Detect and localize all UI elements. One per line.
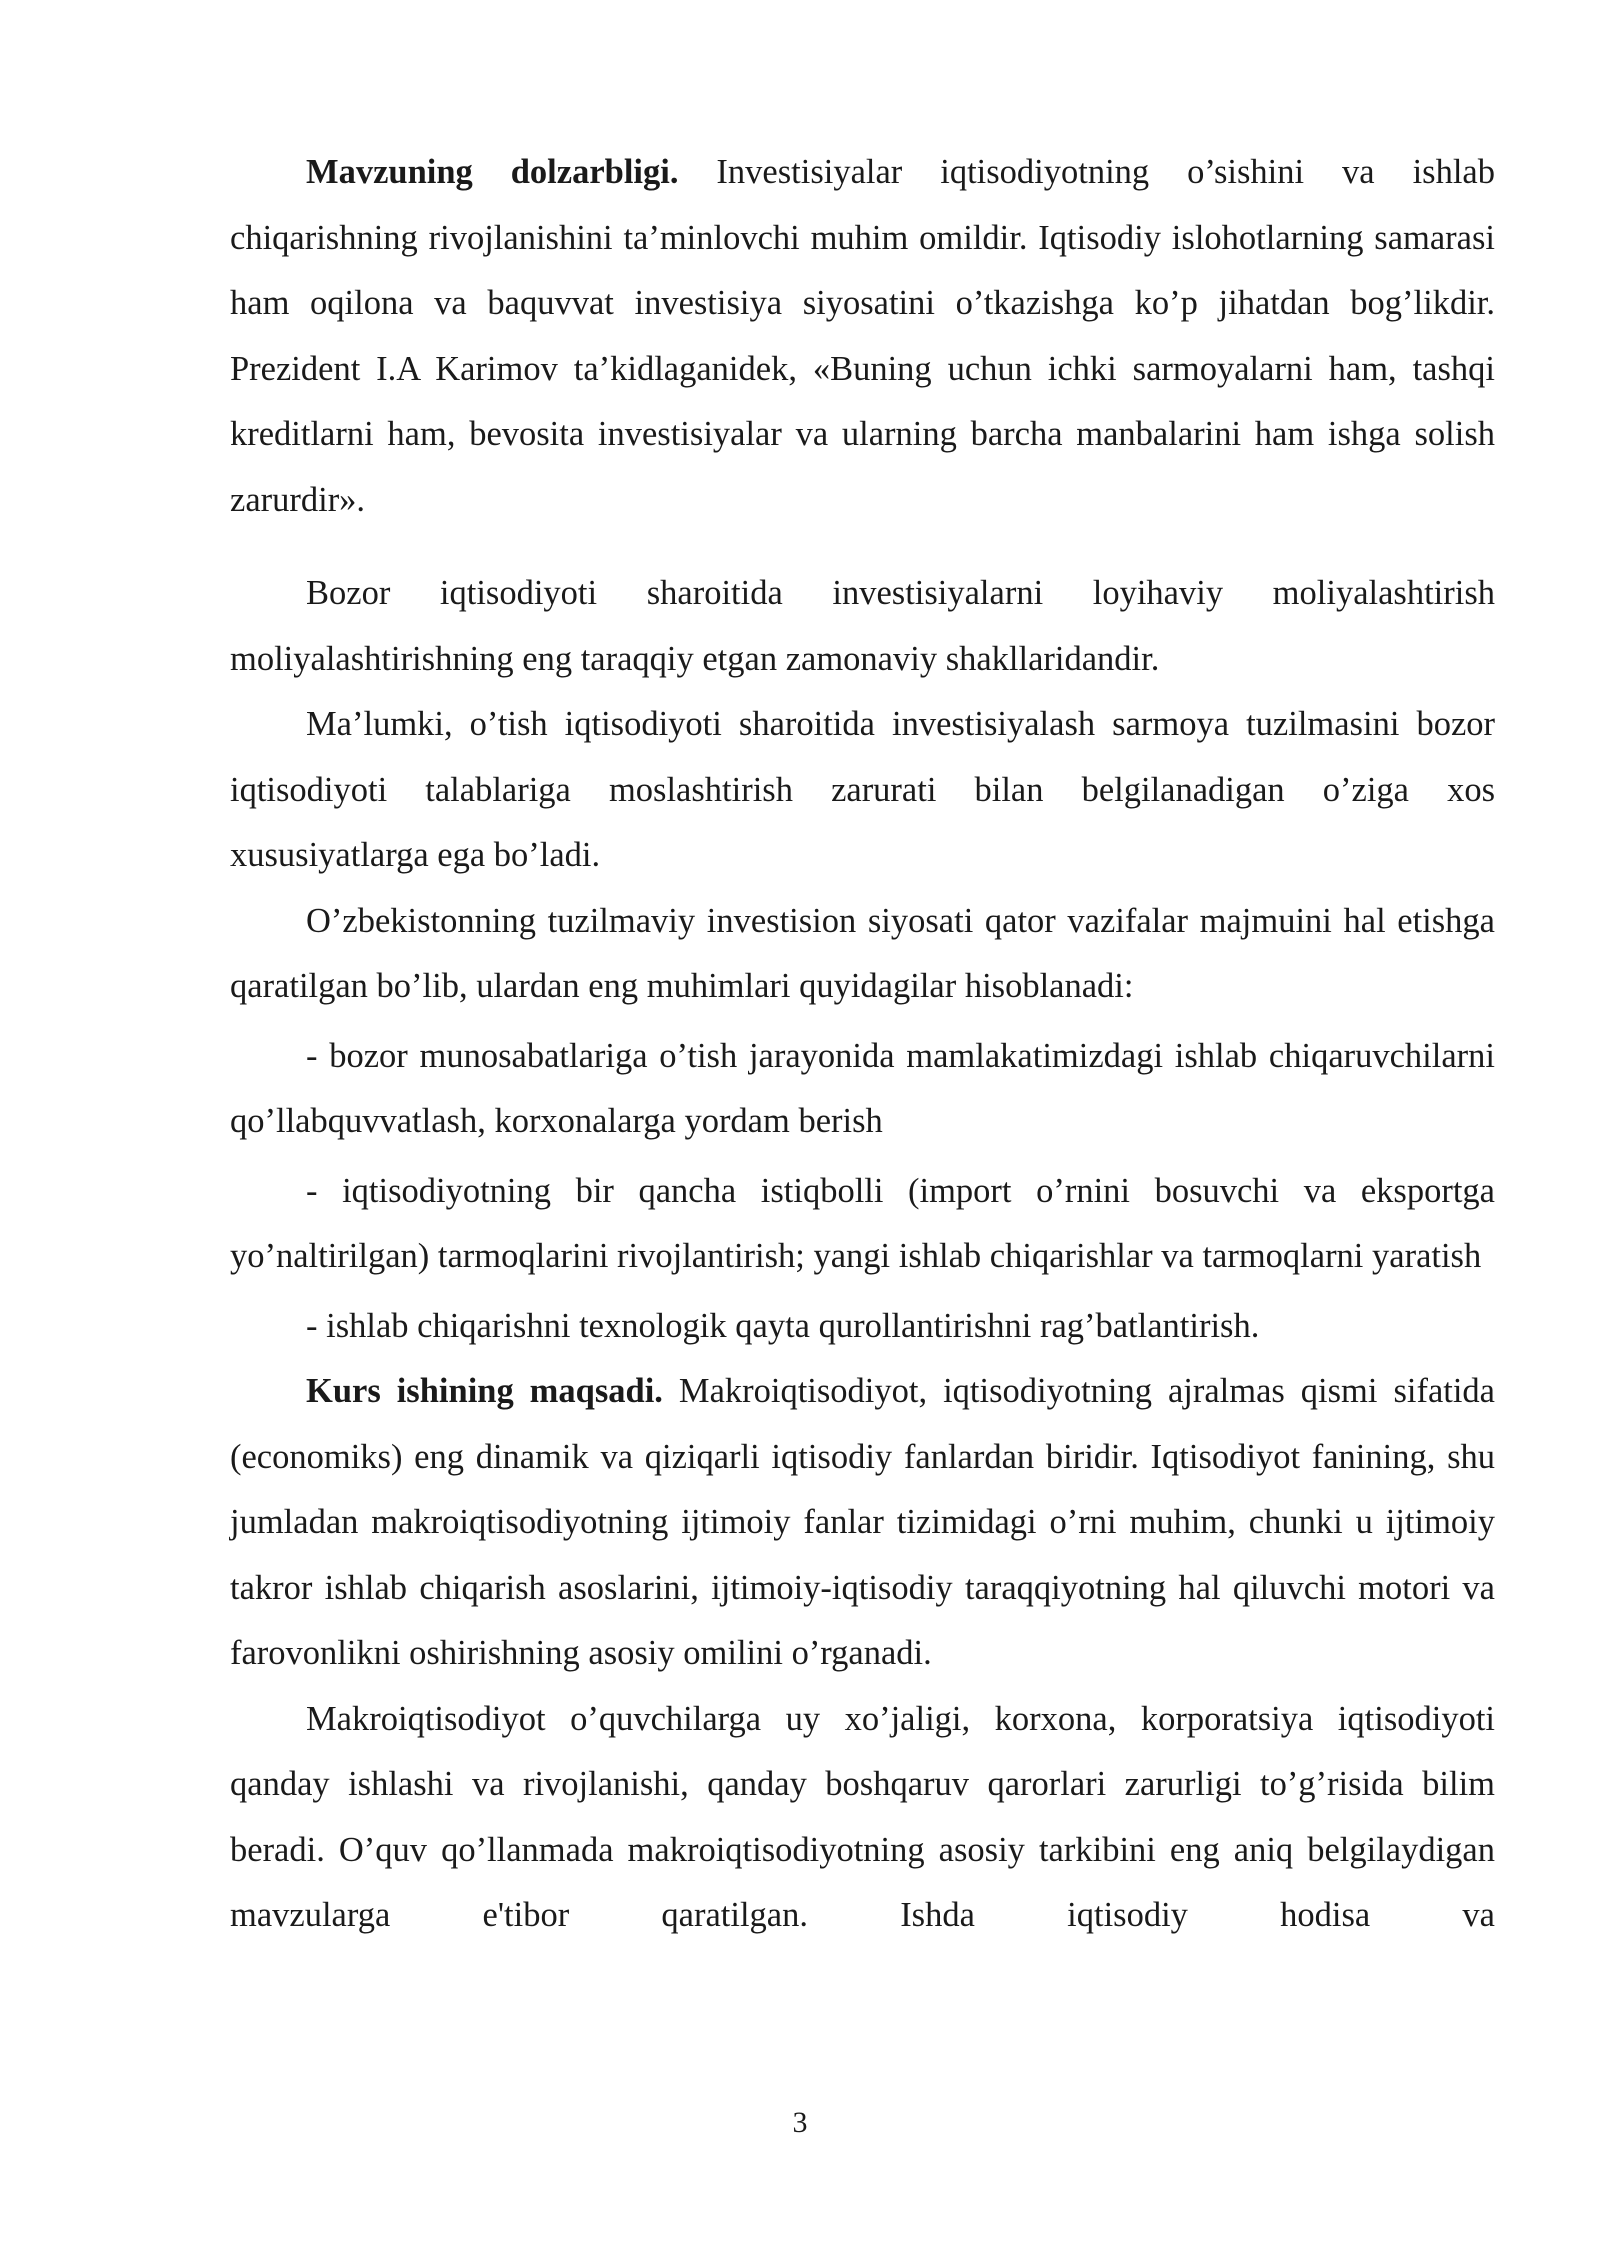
page-number: 3 bbox=[792, 2106, 808, 2139]
heading-relevance: Mavzuning dolzarbligi. bbox=[306, 153, 679, 191]
paragraph-market-economy: Bozor iqtisodiyoti sharoitida investisiyalarni loyihaviy moliyalashtirish moliyalashtirishning eng taraqqiy etgan zamonaviy shakllaridandir. bbox=[230, 574, 1495, 678]
paragraph-text: Makroiqtisodiyot, iqtisodiyotning ajralmas qismi sifatida (economiks) eng dinamik va qiziqarli iqtisodiy fanlardan biridir. Iqtisodiyot fanining, shu jumladan makroiqtisodiyotning ijtimoiy fanlar tizimidagi o’rni muhim, chunki u ijtimoiy takror ishlab chiqarish asoslarini, ijtimoiy-iqtisodiy taraqqiyotning hal qiluvchi motori va farovonlikni oshirishning asosiy omilini o’rganadi. bbox=[230, 1372, 1495, 1672]
list-item-develop-sectors: - iqtisodiyotning bir qancha istiqbolli (import o’rnini bosuvchi va eksportga yo’naltirilgan) tarmoqlarini rivojlantirish; yangi ishlab chiqarishlar va tarmoqlarni yaratish bbox=[230, 1171, 1495, 1275]
paragraph-relevance bbox=[230, 140, 1495, 533]
paragraph-course-goal bbox=[230, 1359, 1495, 1687]
list-item-technological-reequipment: - ishlab chiqarishni texnologik qayta qurollantirishni rag’batlantirish. bbox=[306, 1306, 1260, 1345]
document-body bbox=[230, 140, 1495, 1949]
heading-course-goal: Kurs ishining maqsadi. bbox=[306, 1372, 663, 1410]
paragraph-text: Investisiyalar iqtisodiyotning o’sishini va ishlab chiqarishning rivojlanishini ta’minlovchi muhim omildir. Iqtisodiy islohotlarning samarasi ham oqilona va baquvvat investisiya siyosatini o’tkazishga ko’p jihatdan bog’likdir. Prezident I.A Karimov ta’kidlaganidek, «Buning uchun ichki sarmoyalarni ham, tashqi kreditlarni ham, bevosita investisiyalar va ularning barcha manbalarini ham ishga solish zarurdir». bbox=[230, 153, 1495, 519]
list-item-support-producers: - bozor munosabatlariga o’tish jarayonida mamlakatimizdagi ishlab chiqaruvchilarni qo’llabquvvatlash, korxonalarga yordam berish bbox=[230, 1036, 1495, 1140]
paragraph-transition-economy: Ma’lumki, o’tish iqtisodiyoti sharoitida investisiyalash sarmoya tuzilmasini bozor iqtisodiyoti talablariga moslashtirish zarurati bilan belgilanadigan o’ziga xos xususiyatlarga ega bo’ladi. bbox=[230, 705, 1495, 874]
paragraph-structural-policy: O’zbekistonning tuzilmaviy investision siyosati qator vazifalar majmuini hal etishga qaratilgan bo’lib, ulardan eng muhimlari quyidagilar hisoblanadi: bbox=[230, 901, 1495, 1005]
paragraph-macroeconomics: Makroiqtisodiyot o’quvchilarga uy xo’jaligi, korxona, korporatsiya iqtisodiyoti qanday ishlashi va rivojlanishi, qanday boshqaruv qarorlari zarurligi to’g’risida bilim beradi. O’quv qo’llanmada makroiqtisodiyotning asosiy tarkibini eng aniq belgilaydigan mavzularga e'tibor qaratilgan. Ishda iqtisodiy hodisa va bbox=[230, 1699, 1495, 1934]
